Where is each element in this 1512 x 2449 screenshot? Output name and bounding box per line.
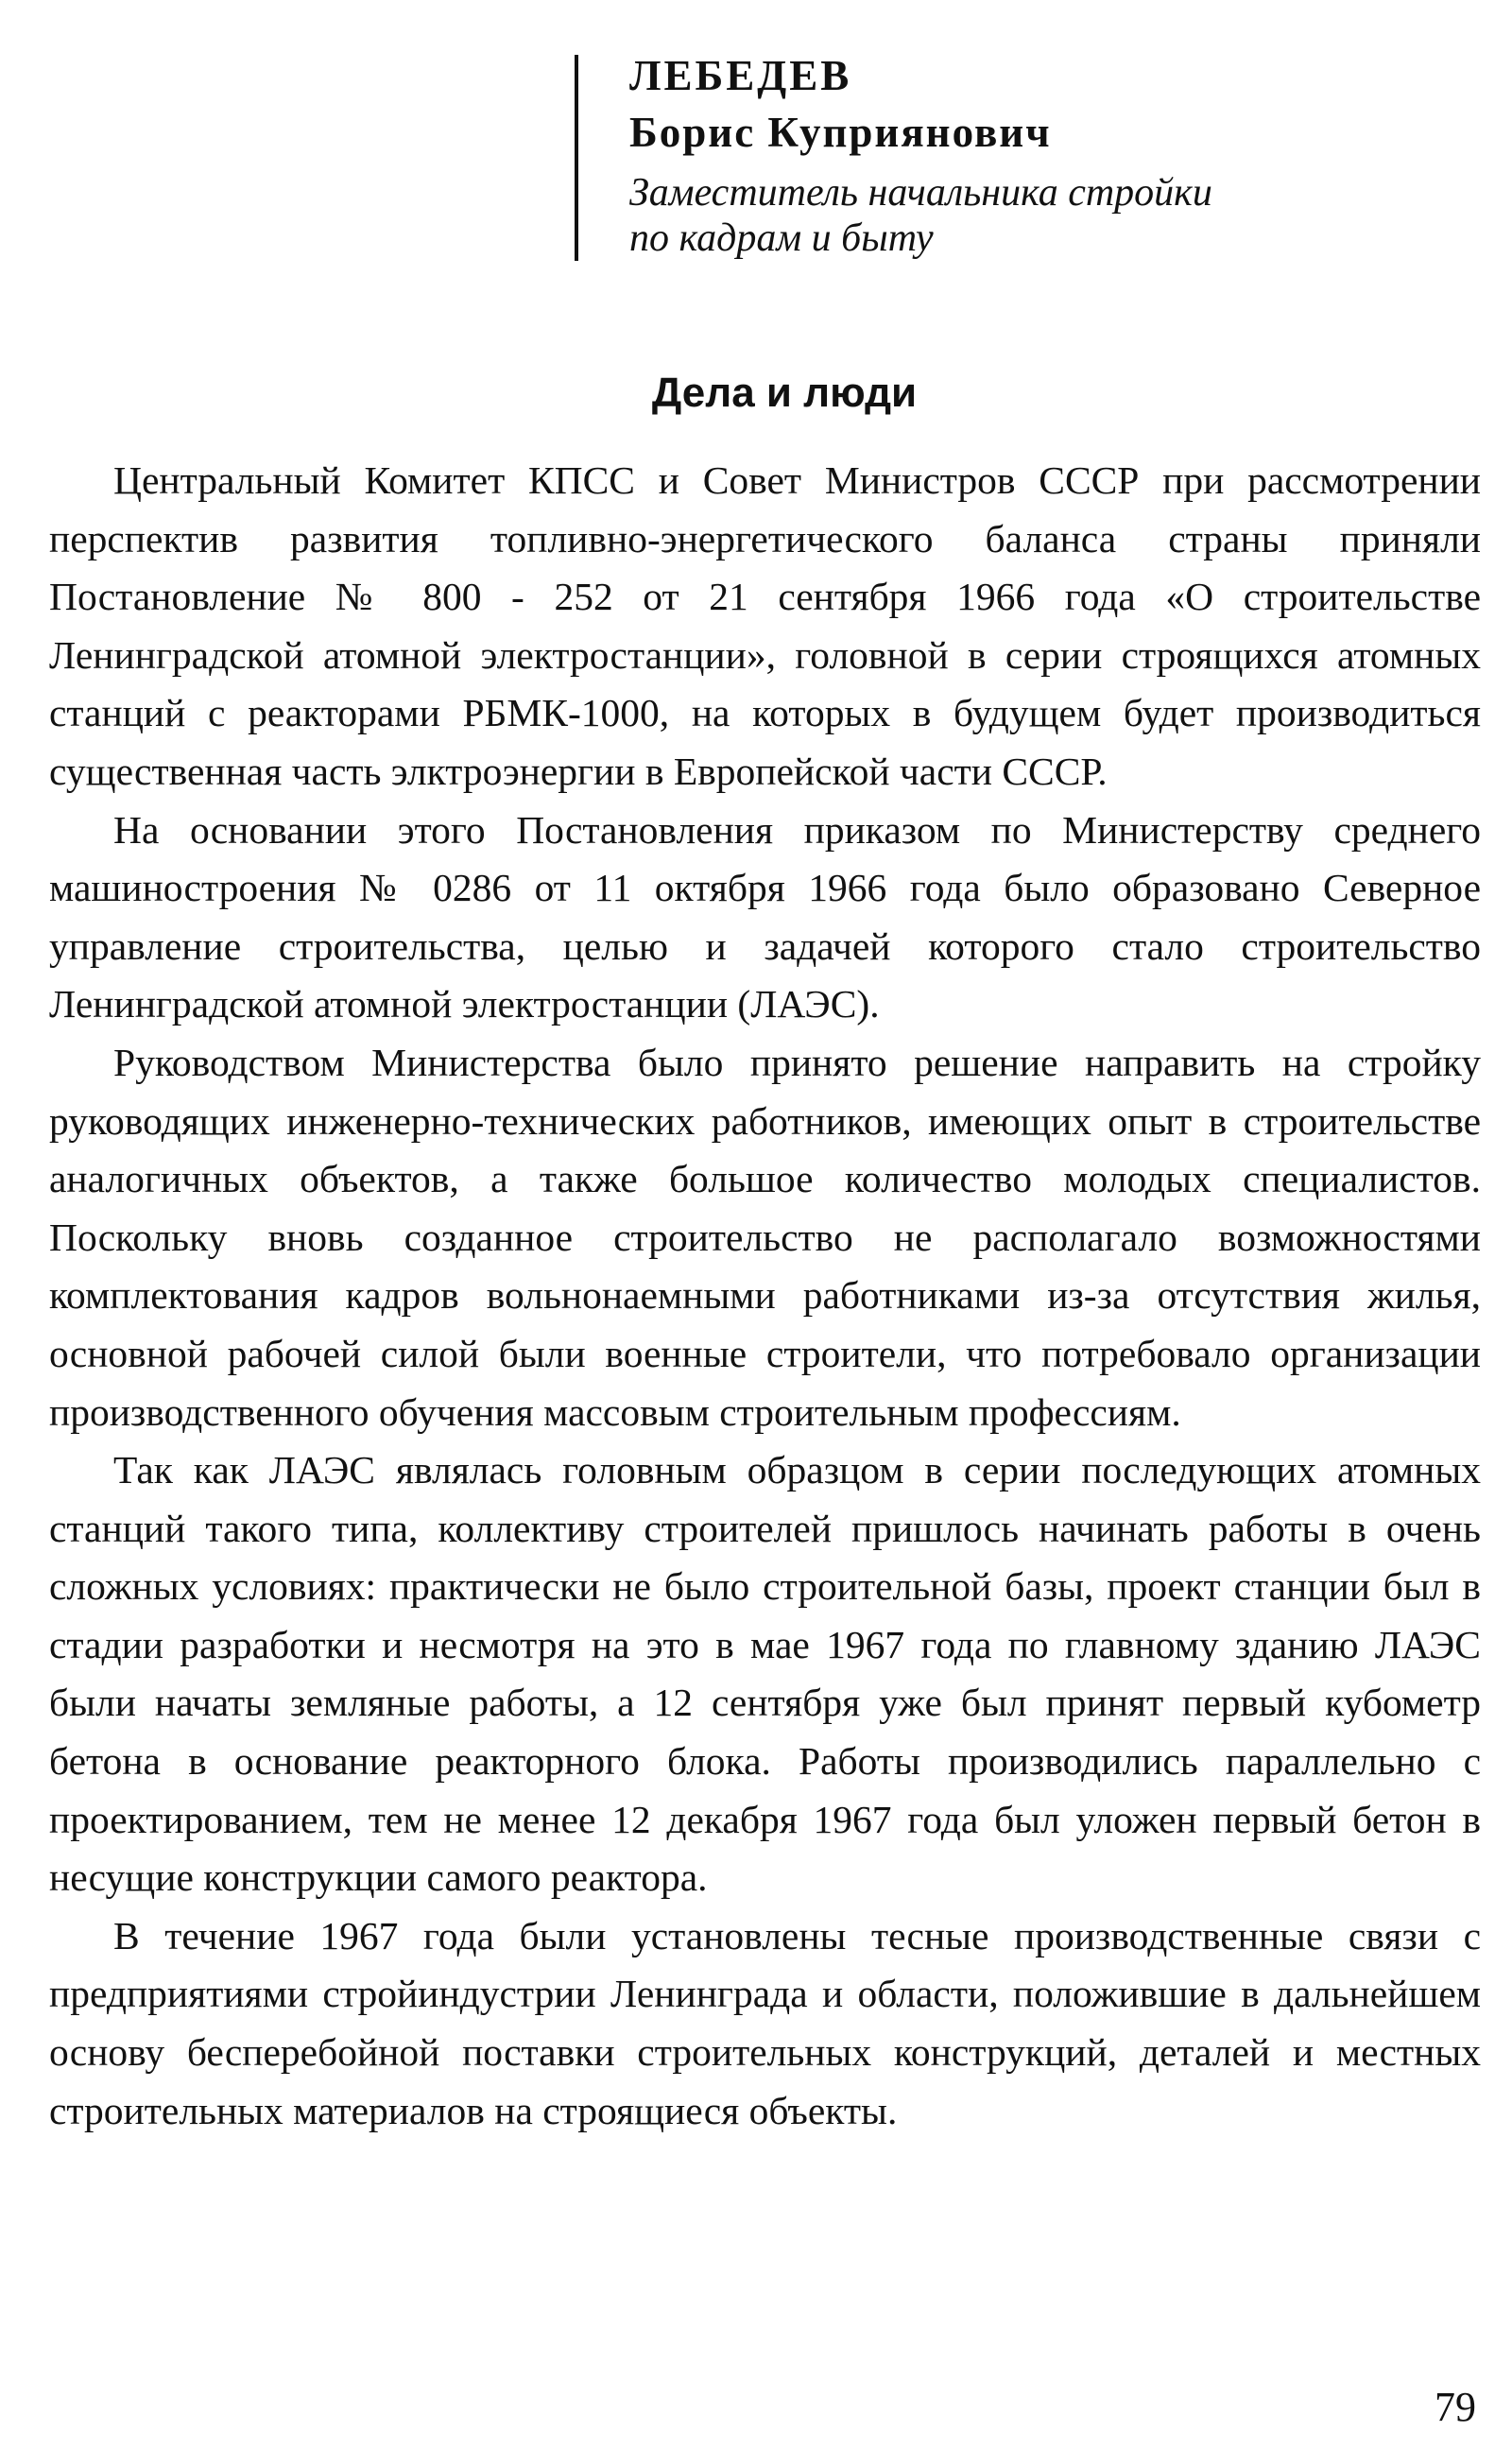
- author-position-line-1: Заместитель начальника стройки: [629, 171, 1212, 215]
- paragraph: Руководством Министерства было принято решение направить на стройку руководящих инженерно-технических работников, имеющих опыт в строительстве аналогичных объектов, а также большое количество молодых специалистов. Поскольку вновь созданное строительство не располагало возможностями комплектования кадров вольнонаемными работниками из-за отсутствия жилья, основной рабочей силой были военные строители, что потребовало организации производственного обучения массовым строительным профессиям.: [49, 1040, 1481, 1434]
- author-position: [629, 170, 1212, 261]
- page-number: 79: [1435, 2384, 1476, 2430]
- paragraph: В течение 1967 года были установлены тесные производственные связи с предприятиями стройиндустрии Ленинграда и области, положившие в дальнейшем основу бесперебойной поставки строительных конструкций, деталей и местных строительных материалов на строящиеся объекты.: [49, 1913, 1481, 2132]
- article-body: [49, 452, 1481, 2140]
- author-position-line-2: по кадрам и быту: [629, 216, 934, 260]
- author-name: Борис Куприянович: [629, 109, 1052, 156]
- header-vertical-rule: [575, 55, 578, 261]
- article-title: Дела и люди: [651, 370, 918, 416]
- paragraph: Центральный Комитет КПСС и Совет Министров СССР при рассмотрении перспектив развития топливно-энергетического баланса страны приняли Постановление № 800 - 252 от 21 сентября 1966 года «О строительстве Ленинградской атомной электростанции», головной в серии строящихся атомных станций с реакторами РБМК-1000, на которых в будущем будет производиться существенная часть элктроэнергии в Европейской части СССР.: [49, 458, 1481, 793]
- author-surname: ЛЕБЕДЕВ: [629, 52, 852, 99]
- paragraph: На основании этого Постановления приказом по Министерству среднего машиностроения № 0286 от 11 октября 1966 года было образовано Северное управление строительства, целью и задачей которого стало строительство Ленинградской атомной электростанции (ЛАЭС).: [49, 807, 1481, 1026]
- paragraph: Так как ЛАЭС являлась головным образцом в серии последующих атомных станций такого типа, коллективу строителей пришлось начинать работы в очень сложных условиях: практически не было строительной базы, проект станции был в стадии разработки и несмотря на это в мае 1967 года по главному зданию ЛАЭС были начаты земляные работы, а 12 сентября уже был принят первый кубометр бетона в основание реакторного блока. Работы производились параллельно с проектированием, тем не менее 12 декабря 1967 года был уложен первый бетон в несущие конструкции самого реактора.: [49, 1448, 1481, 1900]
